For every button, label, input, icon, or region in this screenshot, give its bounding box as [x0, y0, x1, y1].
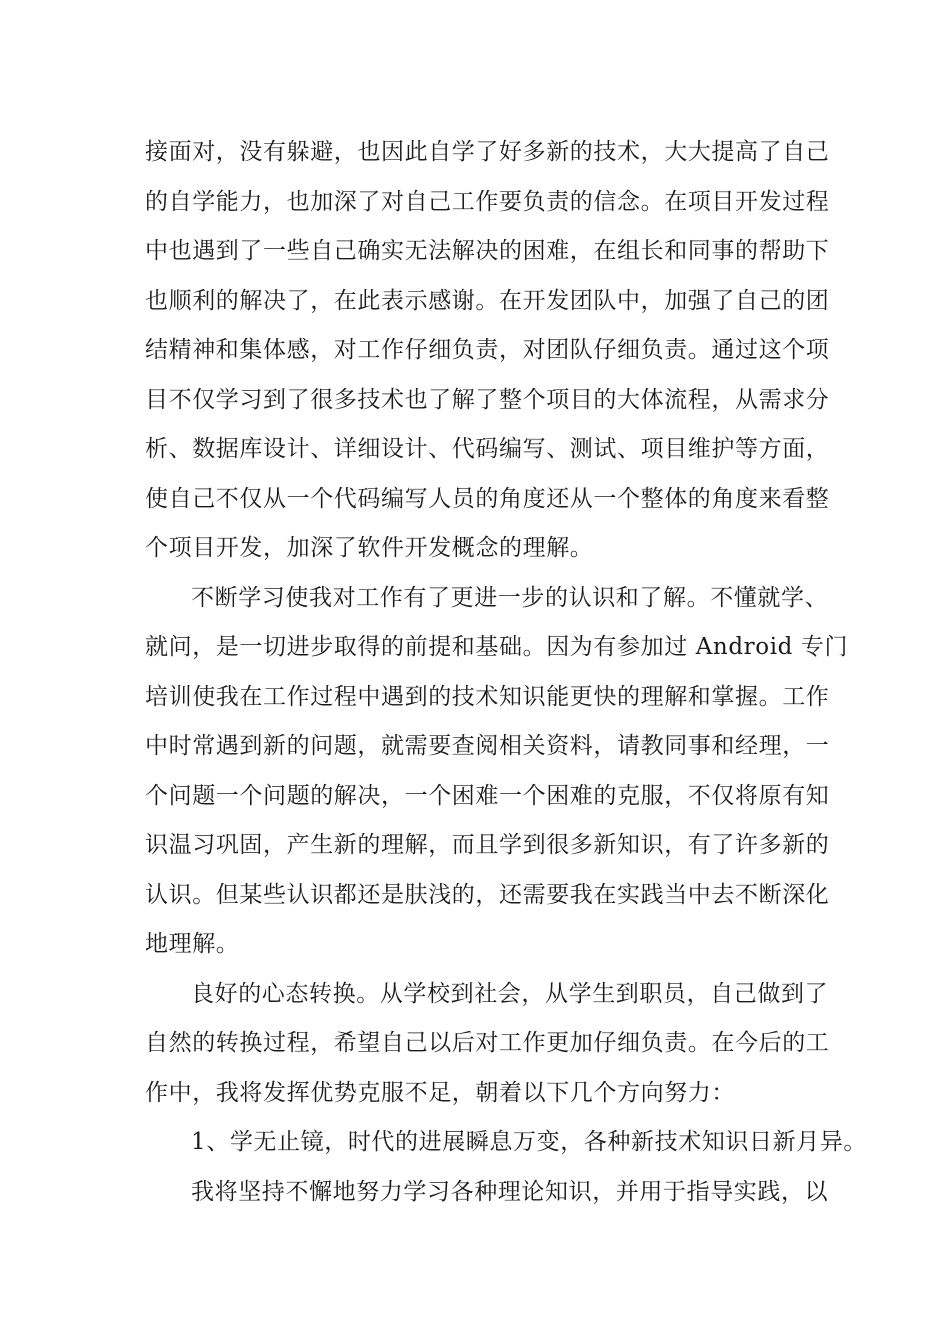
text-line: 结精神和集体感，对工作仔细负责，对团队仔细负责。通过这个项	[145, 337, 830, 363]
text-line: 接面对，没有躲避，也因此自学了好多新的技术，大大提高了自己	[145, 139, 830, 165]
text-line: 中时常遇到新的问题，就需要查阅相关资料，请教同事和经理，一	[145, 733, 830, 759]
text-line: 析、数据库设计、详细设计、代码编写、测试、项目维护等方面，	[145, 436, 830, 462]
text-line: 培训使我在工作过程中遇到的技术知识能更快的理解和掌握。工作	[145, 683, 830, 710]
text-line: 中也遇到了一些自己确实无法解决的困难，在组长和同事的帮助下	[145, 238, 830, 264]
paragraph-start-line: 我将坚持不懈地努力学习各种理论知识，并用于指导实践，以	[191, 1178, 829, 1205]
text-line: 的自学能力，也加深了对自己工作要负责的信念。在项目开发过程	[145, 188, 830, 215]
text-line: 就问，是一切进步取得的前提和基础。因为有参加过 Android 专门	[145, 634, 849, 660]
text-line: 识温习巩固，产生新的理解，而且学到很多新知识，有了许多新的	[145, 832, 830, 858]
text-line: 个项目开发，加深了软件开发概念的理解。	[145, 535, 594, 561]
text-line: 作中，我将发挥优势克服不足，朝着以下几个方向努力：	[145, 1079, 735, 1106]
paragraph-start-line: 良好的心态转换。从学校到社会，从学生到职员，自己做到了	[191, 980, 829, 1007]
text-line: 地理解。	[145, 931, 240, 957]
text-line: 也顺利的解决了，在此表示感谢。在开发团队中，加强了自己的团	[145, 287, 830, 314]
text-line: 使自己不仅从一个代码编写人员的角度还从一个整体的角度来看整	[145, 485, 830, 512]
paragraph-start-line: 不断学习使我对工作有了更进一步的认识和了解。不懂就学、	[191, 584, 829, 611]
body-text	[145, 128, 868, 1217]
list-item-line: 1、学无止镜，时代的进展瞬息万变，各种新技术知识日新月异。	[191, 1129, 868, 1155]
text-line: 自然的转换过程，希望自己以后对工作更加仔细负责。在今后的工	[145, 1030, 830, 1056]
text-line: 目不仅学习到了很多技术也了解了整个项目的大体流程，从需求分	[145, 386, 830, 413]
text-line: 个问题一个问题的解决，一个困难一个困难的克服，不仅将原有知	[145, 782, 830, 809]
text-line: 认识。但某些认识都还是肤浅的，还需要我在实践当中去不断深化	[145, 881, 830, 908]
